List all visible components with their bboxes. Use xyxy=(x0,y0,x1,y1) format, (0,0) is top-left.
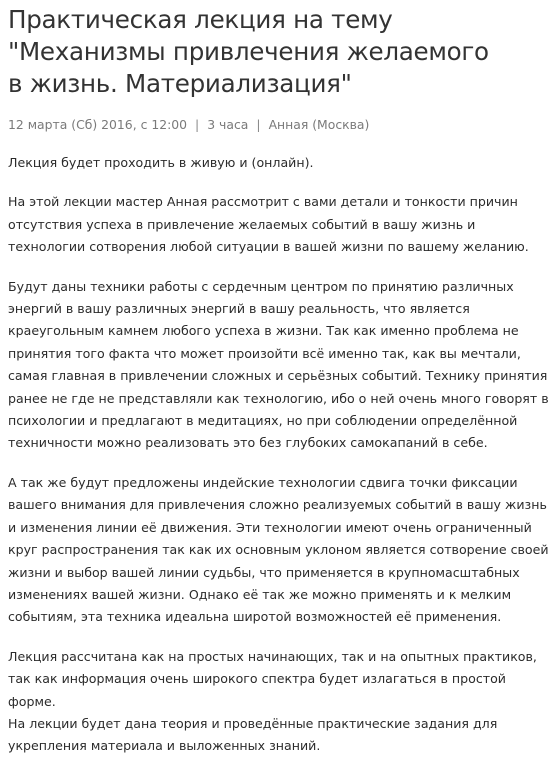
title-line-1: Практическая лекция на тему xyxy=(8,5,393,34)
meta-separator: | xyxy=(195,117,200,132)
page-title xyxy=(8,4,550,100)
article-body xyxy=(8,152,550,758)
paragraph-heart-techniques: Будут даны техники работы с сердечным центром по принятию различных энергий в вашу различных энергий в вашу реальность, что является краеугольным камнем любого успеха в жизни. Так как именно проблема не принятия того факта что может произойти всё именно так, как вы мечтали, самая главная в привлечении сложных и серьёзных событий. Технику принятия ранее не где не представляли как технологию, ибо о ней очень много говорят в психологии и предлагают в медитациях, но при соблюдении определённой техничности можно реализовать это без глубоких самокапаний в себе. xyxy=(8,278,549,451)
title-line-3: в жизнь. Материализация" xyxy=(8,69,352,98)
event-meta xyxy=(8,116,550,134)
event-host: Анная (Москва) xyxy=(268,117,370,132)
paragraph-practice: На лекции будет дана теория и проведённые практические задания для укрепления материала и выложенных знаний. xyxy=(8,715,498,754)
title-line-2: "Механизмы привлечения желаемого xyxy=(8,37,489,66)
meta-separator: | xyxy=(256,117,261,132)
paragraph-indian-technologies: А так же будут предложены индейские технологии сдвига точки фиксации вашего внимания для привлечения сложно реализуемых событий в вашу жизнь и изменения линии её движения. Эти технологии имеют очень ограниченный круг распространения так как их основным уклоном является сотворение своей жизни и выбор вашей линии судьбы, что применяется в крупномасштабных изменениях вашей жизни. Однако её так же можно применять и к мелким событиям, эта техника идеальна широтой возможностей её применения. xyxy=(8,474,549,625)
paragraph-format: Лекция будет проходить в живую и (онлайн). xyxy=(8,155,314,170)
event-duration: 3 часа xyxy=(207,117,249,132)
paragraph-intro: На этой лекции мастер Анная рассмотрит с вами детали и тонкости причин отсутствия успеха в привлечение желаемых событий в вашу жизнь и технологии сотворения любой ситуации в вашей жизни по вашему желанию. xyxy=(8,194,529,255)
paragraph-audience: Лекция рассчитана как на простых начинающих, так и на опытных практиков, так как информация очень широкого спектра будет излагаться в простой форме. xyxy=(8,648,537,709)
event-datetime: 12 марта (Сб) 2016, с 12:00 xyxy=(8,117,188,132)
